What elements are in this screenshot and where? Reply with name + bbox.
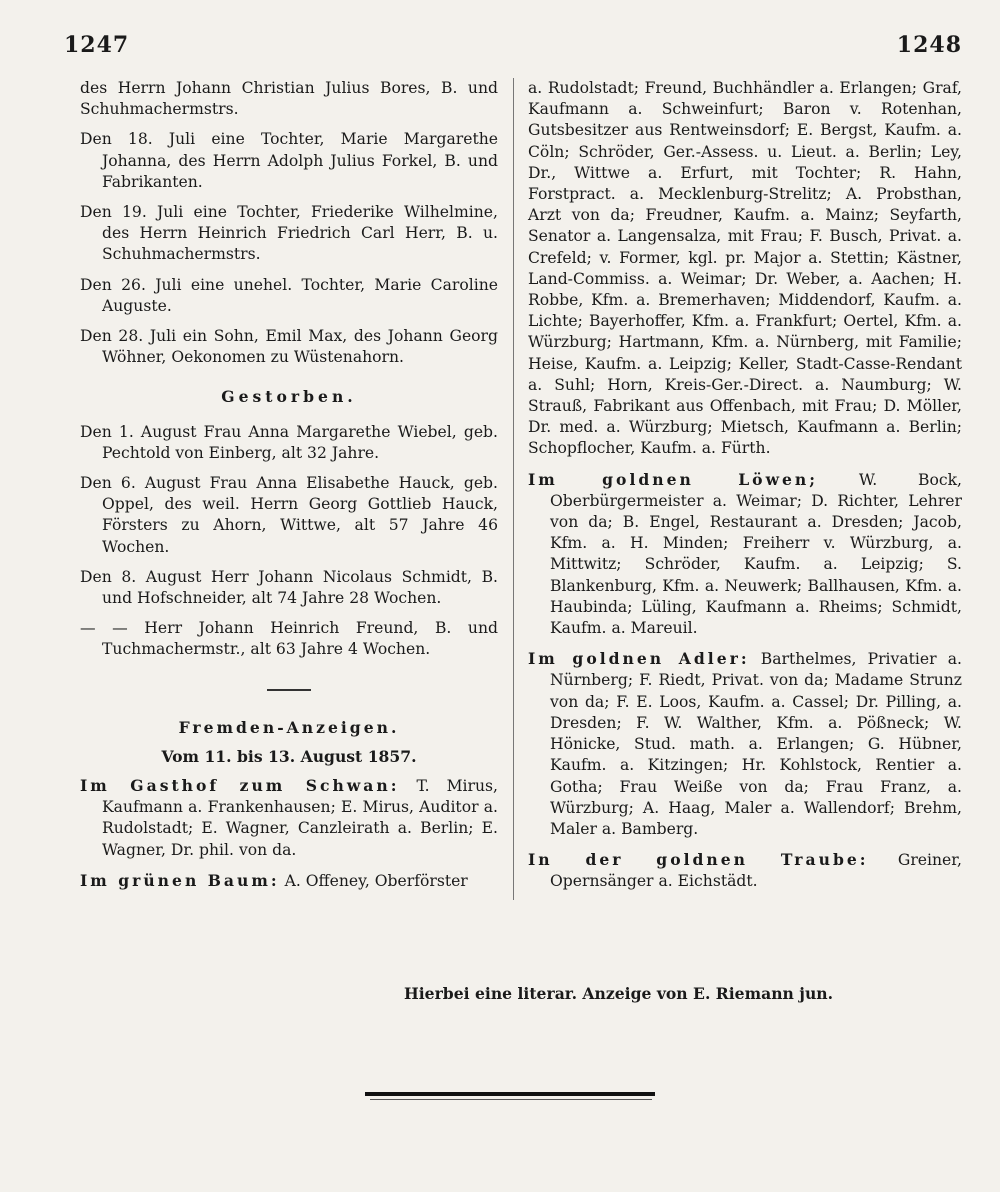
column-divider [513,78,514,900]
guest-list: W. Bock, Oberbürgermeister a. Weimar; D. Richter, Lehrer von da; B. Engel, Restaurant a. Dresden; Jacob, Kfm. a. H. Minden; Freiherr v. Würzburg, a. Mittwitz; Schröder, Kaufm. a. Leipzig; S. Blankenburg, Kfm. a. Neuwerk; Ballhausen, Kfm. a. Haubinda; Lüling, Kaufmann a. Rheims; Schmidt, Kaufm. a. Mareuil. [550,470,963,638]
birth-entry: Den 26. Juli eine unehel. Tochter, Marie Caroline Auguste. [80,275,498,315]
section-rule [267,689,311,691]
hotel-name: Im grünen Baum: [80,870,280,890]
guest-list: A. Offeney, Oberförster [284,871,468,890]
closing-rule-thin [370,1099,652,1100]
guest-list: T. Mirus, Kaufmann a. Frankenhausen; E. Mirus, Auditor a. Rudolstadt; E. Wagner, Canzleirath a. Berlin; E. Wagner, Dr. phil. von da. [102,777,498,859]
page-number-left: 1247 [64,32,130,58]
hotel-name: Im goldnen Adler: [528,649,750,669]
birth-entry: Den 19. Juli eine Tochter, Friederike Wilhelmine, des Herrn Heinrich Friedrich Carl Herr, B. u. Schuhmachermstrs. [80,203,498,264]
hotel-name: Im goldnen Löwen; [528,469,819,489]
guest-list: Barthelmes, Privatier a. Nürnberg; F. Riedt, Privat. von da; Madame Strunz von da; F. E. Loos, Kaufm. a. Cassel; Dr. Pilling, a. Dresden; F. W. Walther, Kfm. a. Pößneck; W. Hönicke, Stud. math. a. Erlangen; G. Hübner, Kaufm. a. Kitzingen; Hr. Kohlstock, Rentier a. Gotha; Frau Weiße von da; Frau Franz, a. Würzburg; A. Haag, Maler a. Wallendorf; Brehm, Maler a. Bamberg. [550,650,962,838]
hotel-entry-loewen [528,469,962,640]
hotel-name: Im Gasthof zum Schwan: [80,776,400,796]
hotel-entry-adler [528,648,962,840]
hotel-entry-traube [528,849,962,892]
closing-rule [365,1092,655,1096]
guest-list-continued: a. Rudolstadt; Freund, Buchhändler a. Erlangen; Graf, Kaufmann a. Schweinfurt; Baron v. Rotenhan, Gutsbesitzer aus Rentweinsdorf; E. Bergst, Kaufm. a. Cöln; Schröder, Ger.-Assess. u. Lieut. a. Berlin; Ley, Dr., Wittwe a. Erfurt, mit Tochter; R. Hahn, Forstpract. a. Mecklenburg-Strelitz; A. Probsthan, Arzt von da; Freudner, Kaufm. a. Mainz; Seyfarth, Senator a. Langensalza, mit Frau; F. Busch, Privat. a. Crefeld; v. Former, kgl. pr. Major a. Stettin; Kästner, Land-Commiss. a. Weimar; Dr. Weber, a. Aachen; H. Robbe, Kfm. a. Bremerhaven; Middendorf, Kaufm. a. Lichte; Bayerhoffer, Kfm. a. Frankfurt; Oertel, Kfm. a. Würzburg; Hartmann, Kfm. a. Nürnberg, mit Familie; Heise, Kaufm. a. Leipzig; Keller, Stadt-Casse-Rendant a. Suhl; Horn, Kreis-Ger.-Direct. a. Naumburg; W. Strauß, Fabrikant aus Offenbach, mit Frau; D. Möller, Dr. med. a. Würzburg; Mietsch, Kaufmann a. Berlin; Schopflocher, Kaufm. a. Fürth. [528,79,962,458]
hotel-name: In der goldnen Traube: [528,850,869,870]
fremden-date: Vom 11. bis 13. August 1857. [161,746,417,766]
left-column [80,78,498,901]
death-entry: Den 6. August Frau Anna Elisabethe Hauck, geb. Oppel, des weil. Herrn Georg Gottlieb Hauck, Försters zu Ahorn, Wittwe, alt 57 Jahre 46 Wochen. [80,474,498,556]
right-column [528,78,962,902]
section-heading-fremden: Fremden-Anzeigen. [178,717,400,737]
birth-entry: Den 28. Juli ein Sohn, Emil Max, des Johann Georg Wöhner, Oekonomen zu Wüstenahorn. [80,327,498,367]
supplement-notice: Hierbei eine literar. Anzeige von E. Riemann jun. [404,984,834,1003]
guest-list: Greiner, Opernsänger a. Eichstädt. [550,851,962,891]
birth-entry: Den 18. Juli eine Tochter, Marie Margarethe Johanna, des Herrn Adolph Julius Forkel, B. und Fabrikanten. [80,130,498,191]
hotel-entry-schwan [80,775,498,861]
section-heading-gestorben: Gestorben. [221,387,357,407]
death-entry: Den 8. August Herr Johann Nicolaus Schmidt, B. und Hofschneider, alt 74 Jahre 28 Wochen. [80,567,498,608]
birth-entry: des Herrn Johann Christian Julius Bores, B. und Schuhmachermstrs. [80,79,498,119]
death-entry: Den 1. August Frau Anna Margarethe Wiebel, geb. Pechtold von Einberg, alt 32 Jahre. [80,422,498,462]
page-number-right: 1248 [896,32,962,58]
hotel-entry-baum [80,870,498,892]
death-entry: — — Herr Johann Heinrich Freund, B. und Tuchmachermstr., alt 63 Jahre 4 Wochen. [80,619,498,659]
